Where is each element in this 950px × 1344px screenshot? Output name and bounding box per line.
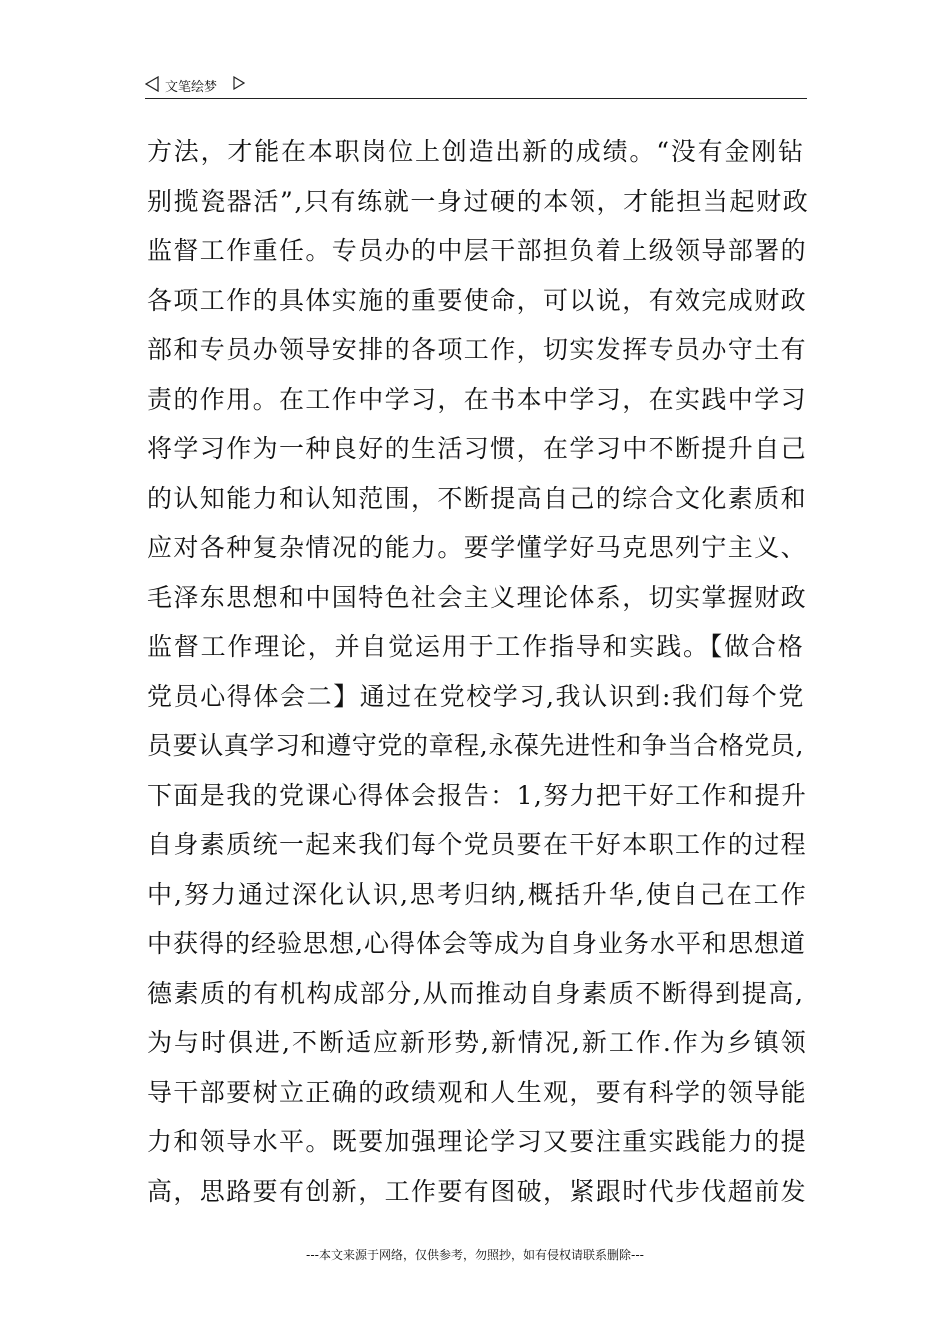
- text-line: 下面是我的党课心得体会报告：1,努力把干好工作和提升: [147, 780, 808, 810]
- text-line: 应对各种复杂情况的能力。要学懂学好马克思列宁主义、: [147, 533, 808, 562]
- text-line: 为与时俱进,不断适应新形势,新情况,新工作.作为乡镇领: [147, 1028, 808, 1057]
- text-line: 中,努力通过深化认识,思考归纳,概括升华,使自己在工作: [147, 879, 808, 909]
- text-line: 党员心得体会二】通过在党校学习,我认识到:我们每个党: [147, 681, 805, 711]
- text-line: 员要认真学习和遵守党的章程,永葆先进性和争当合格党员,: [147, 731, 805, 760]
- text-line: 部和专员办领导安排的各项工作，切实发挥专员办守土有: [147, 335, 808, 364]
- text-line: 责的作用。在工作中学习，在书本中学习，在实践中学习: [147, 384, 808, 414]
- text-line: 高，思路要有创新，工作要有图破，紧跟时代步伐超前发: [147, 1176, 808, 1206]
- triangle-right-icon: [233, 76, 245, 90]
- text-line: 方法，才能在本职岗位上创造出新的成绩。“没有金刚钻: [147, 137, 805, 166]
- text-line: 各项工作的具体实施的重要使命，可以说，有效完成财政: [147, 285, 808, 315]
- page-footer: ---本文来源于网络，仅供参考，勿照抄，如有侵权请联系删除---: [306, 1248, 644, 1262]
- triangle-left-icon: [145, 76, 159, 92]
- text-line: 将学习作为一种良好的生活习惯，在学习中不断提升自己: [147, 434, 808, 463]
- text-line: 力和领导水平。既要加强理论学习又要注重实践能力的提: [147, 1127, 808, 1156]
- header-brand: 文笔绘梦: [165, 80, 218, 95]
- page-header: [145, 70, 807, 99]
- text-line: 监督工作理论，并自觉运用于工作指导和实践。【做合格: [147, 632, 805, 661]
- text-line: 自身素质统一起来我们每个党员要在干好本职工作的过程: [147, 830, 808, 859]
- text-line: 德素质的有机构成部分,从而推动自身素质不断得到提高,: [147, 978, 805, 1008]
- text-line: 毛泽东思想和中国特色社会主义理论体系，切实掌握财政: [147, 582, 808, 612]
- text-line: 中获得的经验思想,心得体会等成为自身业务水平和思想道: [147, 929, 806, 958]
- text-line: 监督工作重任。专员办的中层干部担负着上级领导部署的: [147, 236, 808, 265]
- text-line: 导干部要树立正确的政绩观和人生观，要有科学的领导能: [147, 1077, 808, 1107]
- text-line: 别揽瓷器活”,只有练就一身过硬的本领，才能担当起财政: [147, 186, 810, 216]
- document-body: [147, 127, 810, 1216]
- text-line: 的认知能力和认知范围，不断提高自己的综合文化素质和: [147, 483, 808, 513]
